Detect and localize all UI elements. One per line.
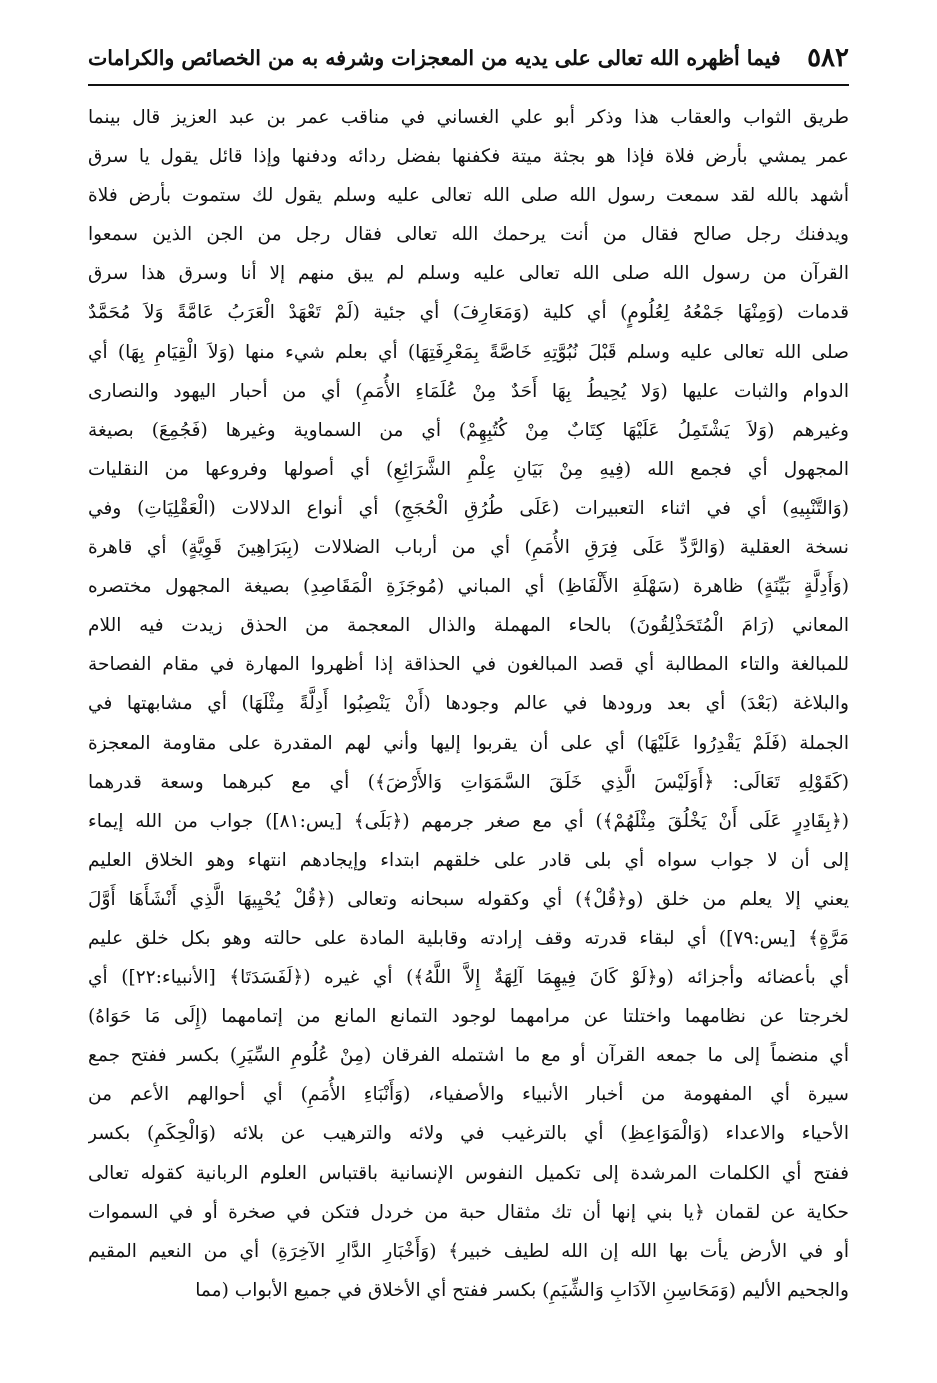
- text-line: عمر يمشي بأرض فلاة فإذا هو بجثة ميتة فكفنها بفضل ردائه ودفنها وإذا قائل يقول يا سرق: [88, 146, 849, 168]
- text-line: الأحياء والاعداء (وَالْمَوَاعِظِ) أي بالترغيب في ولائه والترهيب عن بلائه (وَالْحِكَمِ) بكسر: [88, 1123, 849, 1145]
- running-title: فيما أظهره الله تعالى على يديه من المعجزات وشرفه به من الخصائص والكرامات: [88, 46, 781, 70]
- text-line: (وَالتَّنْبِيهِ) أي في اثناء التعبيرات (عَلَى طُرُقِ الْحُجَجِ) أي أنواع الدلالات (الْعَقْلِيَاتِ) وفي: [88, 497, 849, 519]
- text-line: المجهول أي فجمع الله (فِيهِ مِنْ بَيَانِ عِلْمِ الشَّرَائِعِ) أي أصولها وفروعها من النقليات: [88, 458, 849, 480]
- text-line: لخرجتا عن نظامهما واختلتا عن مرامهما لوجود التمانع المانع من إتمامهما (إِلَى مَا حَوَاهُ): [88, 1006, 849, 1028]
- header-divider: [88, 84, 849, 86]
- body-text: [88, 98, 849, 1310]
- text-line: الجملة (فَلَمْ يَقْدِرُوا عَلَيْهَا) أي على أن يقربوا إليها وأني لهم المقدرة على مقاومة المعجزة: [88, 732, 849, 754]
- text-line: وغيرهم (وَلاَ يَشْتَمِلُ عَلَيْهَا كِتَابٌ مِنْ كُتُبِهِمْ) أي من السماوية وغيرها (فَجُمِعَ) بصيغة: [88, 419, 849, 441]
- text-line: أي منضماً إلى ما جمعه القرآن أو مع ما اشتمله الفرقان (مِنْ عُلُومِ السِّيَرِ) بكسر ففتح جمع: [88, 1045, 849, 1067]
- text-line: (وَأَدِلَّةٍ بَيِّنَةٍ) ظاهرة (سَهْلَةِ الأَلْفَاظِ) أي المباني (مُوجَزَةِ الْمَقَاصِدِ) بصيغة المجهول مختصره: [88, 576, 849, 598]
- text-line: إلى أن لا جواب سواه أي بلى قادر على خلقهم ابتداء وإيجادهم انتهاء وهو الخلاق العليم: [88, 849, 849, 871]
- text-line: المعاني (رَامَ الْمُتَحَذْلِقُونَ) بالحاء المهملة والذال المعجمة من الحذق زيدت فيه اللام: [88, 615, 849, 637]
- text-line: نسخة العقلية (وَالرَّدِّ عَلَى فِرَقِ الأُمَمِ) أي من أرباب الضلالات (بِبَرَاهِينَ قَوِيَّةٍ) أي قاهرة: [88, 537, 849, 559]
- text-line: (﴿بِقَادِرٍ عَلَى أَنْ يَخْلُقَ مِثْلَهُمْ﴾) أي مع صغر جرمهم (﴿بَلَى﴾ [يس:٨١]) جواب من الله إيماء: [88, 810, 849, 832]
- text-line: أو في الأرض يأت بها الله إن الله لطيف خبير﴾ (وَأَخْبَارِ الدَّارِ الآخِرَةِ) أي من النعيم المقيم: [88, 1240, 849, 1262]
- text-line: مَرَّةٍ﴾ [يس:٧٩]) أي لبقاء قدرته وقف إرادته وقابلية المادة على حالته وهو بكل خلق عليم: [88, 927, 849, 949]
- page-number: ٥٨٢: [807, 43, 849, 73]
- text-line: والجحيم الأليم (وَمَحَاسِنِ الآدَابِ وَالشِّيَمِ) بكسر ففتح أي الأخلاق في جميع الأبواب (مما: [195, 1279, 849, 1301]
- text-line: حكاية عن لقمان ﴿يا بني إنها أن تك مثقال حبة من خردل فتكن في صخرة أو في السموات: [88, 1201, 849, 1223]
- text-line: ففتح أي الكلمات المرشدة إلى تكميل النفوس الإنسانية باقتباس العلوم الربانية كقوله تعالى: [88, 1162, 849, 1184]
- text-line: ويدفنك رجل صالح فقال من أنت يرحمك الله تعالى فقال رجل من الجن الذين سمعوا: [88, 224, 849, 246]
- text-line: يعني إلا يعلم من خلق (و﴿قُلْ﴾) أي وكقوله سبحانه وتعالى (﴿قُلْ يُحْيِيهَا الَّذِي أَنْشَأَهَا أَوَّلَ: [88, 888, 849, 910]
- text-line: أي بأعضائه وأجزائه (و﴿لَوْ كَانَ فِيهِمَا آلِهَةٌ إِلاَّ اللَّهُ﴾) أي غيره (﴿لَفَسَدَتَا﴾ [الأنبياء:٢٢]) أي: [88, 967, 849, 989]
- text-line: القرآن من رسول الله صلى الله تعالى عليه وسلم لم يبق منهم إلا أنا وسرق هذا سرق: [88, 263, 849, 285]
- text-line: الدوام والثبات عليها (وَلا يُحِيطُ بِهَا أَحَدٌ مِنْ عُلَمَاءِ الأُمَمِ) أي من أحبار اليهود والنصارى: [88, 380, 849, 402]
- text-line: قدمات (وَمِنْهَا جَمْعُهُ لِعُلُومٍ) أي كلية (وَمَعَارِفَ) أي جئية (لَمْ تَعْهَدْ الْعَرَبُ عَامَّةً وَلاَ مُحَمَّدٌ: [88, 302, 849, 324]
- text-line: طريق الثواب والعقاب هذا وذكر أبو علي الغساني في مناقب عمر بن عبد العزيز قال بينما: [88, 107, 849, 128]
- text-line: صلى الله تعالى عليه وسلم قَبْلَ نُبُوَّتِهِ خَاصَّةً بِمَعْرِفَتِهَا) أي بعلم شيء منها (وَلاَ الْقِيَامِ بِهَا) أي: [88, 341, 849, 363]
- text-line: والبلاغة (بَعْدَ) أي بعد ورودها في عالم وجودها (أَنْ يَنْصِبُوا أَدِلَّةً مِثْلَهَا) أي مشابهتها في: [88, 693, 849, 715]
- page-header: [88, 36, 849, 80]
- text-line: أشهد بالله لقد سمعت رسول الله صلى الله تعالى عليه وسلم يقول لك ستموت بأرض فلاة: [88, 185, 849, 207]
- text-line: للمبالغة والتاء المطالبة أي قصد المبالغون في الحذاقة إذا أظهروا المهارة في مقام الفصاحة: [88, 654, 849, 676]
- text-line: (كَقَوْلِهِ تَعَالَى: ﴿أَوَلَيْسَ الَّذِي خَلَقَ السَّمَوَاتِ وَالأَرْضَ﴾) أي مع كبرهما وسعة قدرهما: [88, 771, 849, 793]
- text-line: سيرة أي المفهومة من أخبار الأنبياء والأصفياء، (وَأَنْبَاءِ الأُمَمِ) أي أحوالهم الأعم من: [88, 1084, 849, 1106]
